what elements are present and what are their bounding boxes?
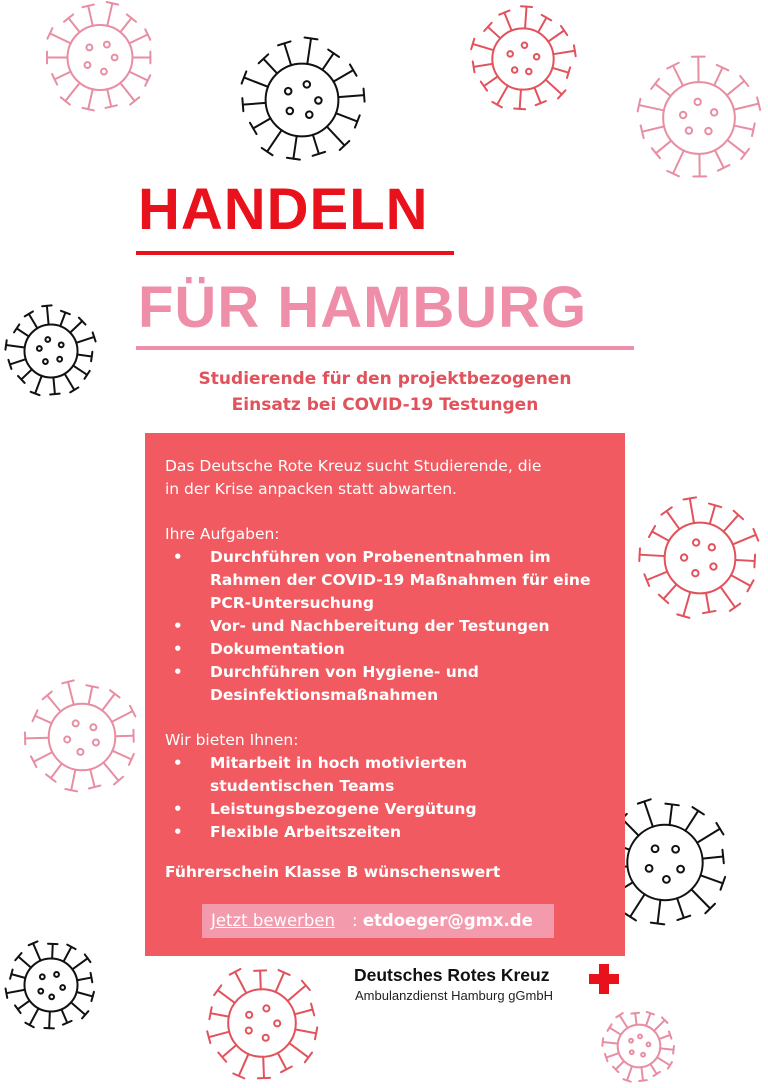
intro-line: Das Deutsche Rote Kreuz sucht Studierende, die [165, 455, 610, 478]
intro-text [165, 455, 610, 501]
list-item-line: PCR-Untersuchung [210, 592, 610, 615]
list-item-line: • Durchführen von Hygiene- und [210, 661, 610, 684]
subtitle-line: Einsatz bei COVID-19 Testungen [120, 392, 650, 418]
list-item-line: Desinfektionsmaßnahmen [210, 684, 610, 707]
apply-email[interactable]: etdoeger@gmx.de [363, 911, 533, 930]
offers-list [165, 752, 610, 844]
list-item-line: • Flexible Arbeitszeiten [210, 821, 610, 844]
offer-heading: Wir bieten Ihnen: [165, 729, 605, 752]
subtitle-line: Studierende für den projektbezogenen [120, 366, 650, 392]
intro-line: in der Krise anpacken statt abwarten. [165, 478, 610, 501]
virus-icon [448, 0, 598, 118]
list-item [165, 798, 610, 821]
license-note: Führerschein Klasse B wünschenswert [165, 863, 500, 881]
list-item [165, 661, 610, 707]
list-item [165, 821, 610, 844]
title-underline [136, 251, 454, 255]
virus-icon [20, 0, 180, 120]
virus-icon [192, 958, 332, 1088]
page-title-line1: HANDELN [138, 178, 454, 242]
list-item-line: • Durchführen von Probenentnahmen im [210, 546, 610, 569]
subtitle [120, 366, 650, 418]
virus-icon [632, 488, 768, 628]
list-item-line: • Mitarbeit in hoch motivierten [210, 752, 610, 775]
virus-icon [565, 1005, 713, 1087]
apply-link[interactable] [211, 904, 335, 938]
list-item [165, 752, 610, 798]
apply-box [202, 904, 554, 938]
virus-icon [0, 282, 102, 420]
list-item-line: • Vor- und Nachbereitung der Testungen [210, 615, 610, 638]
apply-label[interactable]: Jetzt bewerben [211, 911, 335, 930]
list-item-line: studentischen Teams [210, 775, 610, 798]
title-underline [136, 346, 634, 350]
red-cross-icon [588, 963, 620, 995]
tasks-heading: Ihre Aufgaben: [165, 523, 605, 546]
list-item-line: Rahmen der COVID-19 Maßnahmen für eine [210, 569, 610, 592]
virus-icon [228, 30, 376, 170]
list-item-line: • Dokumentation [210, 638, 610, 661]
tasks-list [165, 546, 610, 707]
page-title-line2: FÜR HAMBURG [138, 276, 638, 340]
org-subtitle: Ambulanzdienst Hamburg gGmbH [355, 988, 553, 1003]
virus-icon [630, 48, 768, 188]
list-item [165, 638, 610, 661]
apply-colon: : [352, 911, 358, 930]
list-item-line: • Leistungsbezogene Vergütung [210, 798, 610, 821]
list-item [165, 546, 610, 615]
virus-icon [18, 668, 146, 806]
list-item [165, 615, 610, 638]
info-panel [145, 433, 625, 956]
org-name: Deutsches Rotes Kreuz [354, 965, 549, 986]
virus-icon [0, 910, 102, 1060]
apply-email-wrap [352, 904, 533, 938]
